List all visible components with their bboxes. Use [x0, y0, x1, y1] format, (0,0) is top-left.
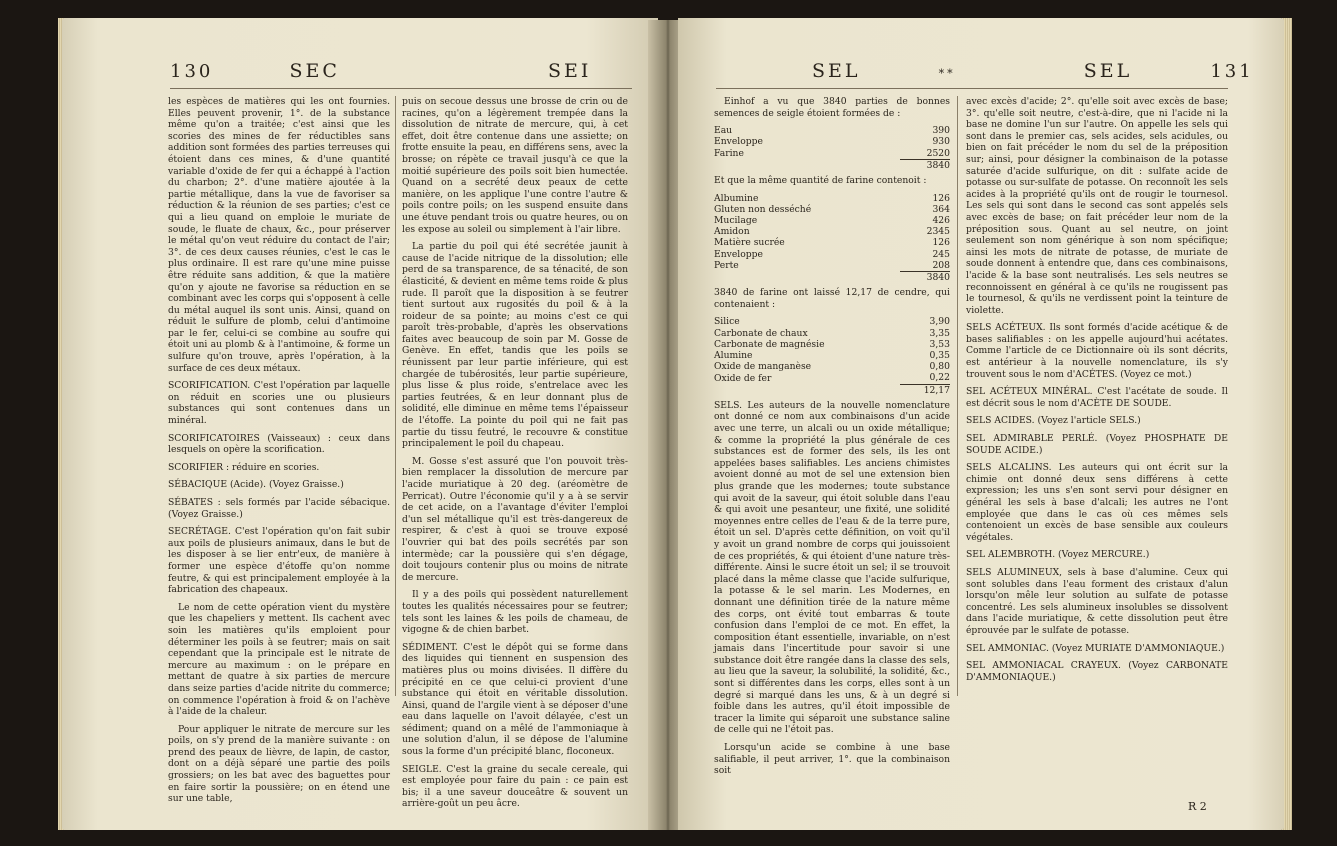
table-row — [714, 316, 950, 327]
entry-sels-alumineux: SELS ALUMINEUX, sels à base d'alumine. Ceux qui sont solubles dans l'eau forment des cristaux d'alun lorsqu'on mêle leur solution au sulfate de potasse concentré. Les sels alumineux insolubles se dissolvent dans l'acide muriatique, & cette dissolution peut être éprouvée par le sulfate de potasse. — [966, 566, 1228, 636]
left-column-2 — [402, 96, 628, 816]
paragraph: les espèces de matières qui les ont fournies. Elles peuvent provenir, 1°. de la substance même qu'on a traitée; c'est ainsi que les scories des mines de fer réductibles sans addition sont formées des parties terreuses qui étoient dans ces mines, & d'une quantité variable d'oxide de fer qui a échappé à l'action du charbon; 2°. d'une matière ajoutée à la partie métallique, dans la vue de favoriser sa réduction & la réunion de ses parties; c'est ce qui a lieu quand on emploie le muriate de soude, le fluate de chaux, &c., pour préserver le métal qu'on veut réduire du contact de l'air; 3°. de ces deux causes réunies, c'est le cas le plus ordinaire. Il est rare qu'une mine puisse être réduite sans addition, & que la matière qu'on y ajoute ne favorise sa réduction en se combinant avec les corps qui s'opposent à celle du métal auquel ils sont unis. Ainsi, quand on réduit le sulfure de plomb, celui d'antimoine par le fer, celui-ci se combine au soufre qui étoit uni au plomb & à l'antimoine, & forme un sulfure qu'on trouve, après l'opération, à la surface de ces deux métaux. — [168, 96, 390, 374]
entry-sels-aceteux: SELS ACÉTEUX. Ils sont formés d'acide acétique & de bases salifiables : on les appelle aujourd'hui acétates. Comme l'article de ce Dictionnaire où ils sont décrits, est antérieur à la nouvelle nomenclature, ils s'y trouvent sous le nom d'ACÉTES. (Voyez ce mot.) — [966, 322, 1228, 380]
paragraph: 3840 de farine ont laissé 12,17 de cendre, qui contenaient : — [714, 287, 950, 310]
table-value: 0,35 — [929, 350, 950, 362]
table-value: 126 — [932, 237, 950, 249]
table-row — [714, 204, 950, 215]
composition-table-seeds — [714, 125, 950, 171]
left-column-divider — [395, 96, 396, 696]
right-header-word-2: SEL — [1083, 60, 1133, 82]
table-row — [714, 125, 950, 136]
right-column-2 — [966, 96, 1228, 689]
paragraph: Pour appliquer le nitrate de mercure sur les poils, on s'y prend de la manière suivante : on prend des peaux de lièvre, de lapin, de castor, dont on a déjà séparé une partie des poils grossiers; on les bat avec des baguettes pour en faire sortir la poussière; on en étend une sur une table, — [168, 723, 390, 805]
table-label: Silice — [714, 316, 740, 328]
composition-table-ash — [714, 316, 950, 395]
left-column-1 — [168, 96, 390, 811]
entry-seigle: SEIGLE. C'est la graine du secale cereale, qui est employée pour faire du pain : ce pain est bis; il a une saveur douceâtre & souvent un arrière-goût un peu âcre. — [402, 763, 628, 810]
table-row — [714, 249, 950, 260]
left-header-word-1: SEC — [289, 60, 340, 82]
table-row — [714, 372, 950, 384]
table-label: Mucilage — [714, 215, 758, 226]
table-value: 930 — [932, 136, 950, 148]
right-running-header — [812, 60, 1254, 82]
paragraph: Et que la même quantité de farine contenoit : — [714, 175, 927, 186]
table-label: Enveloppe — [714, 136, 763, 148]
table-row — [714, 148, 950, 160]
right-header-word-1: SEL — [812, 60, 861, 82]
paragraph: Einhof a vu que 3840 parties de bonnes semences de seigle étoient formées de : — [714, 96, 950, 119]
composition-table-flour — [714, 193, 950, 284]
table-total: 3840 — [900, 272, 950, 284]
paragraph: avec excès d'acide; 2°. qu'elle soit avec excès de base; 3°. qu'elle soit neutre, c'est-à-dire, que ni l'acide ni la base ne domine l'un sur l'autre. On appelle les sels qui sont dans le premier cas, sels acides, sels acidules, ou bien on fait précéder le nom du sel de la préposition sur; ainsi, pour désigner la combinaison de la potasse saturée d'acide sulfurique, on dit : sulfate acide de potasse ou sur-sulfate de potasse. On reconnoît les sels acides à la propriété qu'ils ont de rougir le tournesol. Les sels qui sont dans le second cas sont appelés sels avec excès de base; on fait précéder leur nom de la préposition sous. Quant au sel neutre, on joint seulement son nom générique à son nom spécifique; ainsi les mots de nitrate de potasse, de muriate de soude donnent à entendre que, dans ces combinaisons, l'acide & la base sont neutralisés. Les sels neutres se reconnoissent en général à ce qu'ils ne rougissent pas le tournesol, & qu'ils ne verdissent point la teinture de violette. — [966, 96, 1228, 316]
paragraph: puis on secoue dessus une brosse de crin ou de racines, qu'on a légèrement trempée dans la dissolution de nitrate de mercure, qui, à cet effet, doit être contenue dans une assiette; on frotte ensuite la peau, en différens sens, avec la brosse; on répète ce travail jusqu'à ce que la moitié supérieure des poils soit bien humectée. Quand on a secrété deux peaux de cette manière, on les applique l'une contre l'autre & poils contre poils; on les suspend ensuite dans une étuve pendant trois ou quatre heures, ou on les expose au soleil ou simplement à l'air libre. — [402, 96, 628, 235]
right-header-mark: ** — [938, 67, 956, 80]
table-row — [714, 260, 950, 272]
table-value: 208 — [932, 259, 950, 271]
table-label: Gluten non desséché — [714, 203, 812, 215]
table-row — [714, 350, 950, 361]
table-total: 3840 — [900, 159, 950, 171]
table-value: 3,53 — [929, 338, 950, 350]
table-value: 0,80 — [929, 361, 950, 373]
table-row — [714, 361, 950, 372]
left-page — [62, 18, 658, 830]
entry-sel-ammoniac: SEL AMMONIAC. (Voyez MURIATE D'AMMONIAQUE.) — [966, 642, 1225, 654]
table-value: 426 — [932, 215, 950, 226]
right-page-number: 131 — [1210, 61, 1254, 82]
table-total: 12,17 — [900, 384, 950, 396]
entry-sel-ammoniacal-crayeux: SEL AMMONIACAL CRAYEUX. (Voyez CARBONATE D'AMMONIAQUE.) — [966, 660, 1228, 683]
entry-sel-aceteux-mineral: SEL ACÉTEUX MINÉRAL. C'est l'acétate de soude. Il est décrit sous le nom d'ACÈTE DE SOUDE. — [966, 386, 1228, 409]
right-page — [678, 18, 1284, 830]
entry-sebacique: SÉBACIQUE (Acide). (Voyez Graisse.) — [168, 479, 344, 491]
table-row — [714, 339, 950, 350]
paragraph: Il y a des poils qui possèdent naturellement toutes les qualités nécessaires pour se feutrer; tels sont les laines & les poils de chameau, de vigogne & de chien barbet. — [402, 589, 628, 636]
table-value: 2520 — [926, 147, 950, 159]
table-label: Perte — [714, 260, 739, 272]
table-label: Alumine — [714, 350, 753, 362]
table-row — [714, 136, 950, 147]
table-row — [714, 193, 950, 204]
table-value: 126 — [932, 192, 950, 204]
table-value: 245 — [932, 248, 950, 260]
table-label: Amidon — [714, 226, 750, 238]
entry-sels-acides: SELS ACIDES. (Voyez l'article SELS.) — [966, 415, 1141, 427]
paragraph: Le nom de cette opération vient du mystère que les chapeliers y mettent. Ils cachent avec soin les matières qu'ils emploient pour déterminer les poils à se feutrer; mais on sait cependant que la principale est le nitrate de mercure au maximum : on le prépare en mettant de quatre à six parties de mercure dans seize parties d'acide nitrite du commerce; on commence l'opération à froid & on l'achève à l'aide de la chaleur. — [168, 601, 390, 718]
table-label: Farine — [714, 147, 744, 159]
left-header-rule — [170, 88, 632, 89]
entry-scorifier: SCORIFIER : réduire en scories. — [168, 461, 320, 473]
paragraph: La partie du poil qui été secrétée jaunit à cause de l'acide nitrique de la dissolution; elle perd de sa transparence, de sa ténacité, de son élasticité, & devient en même tems roide & plus rude. Il paroît que la disposition à se feutrer tient surtout aux rugosités du poil & à la roideur de sa pointe; au moins c'est ce qui paroît très-probable, d'après les observations faites avec beaucoup de soin par M. Gosse de Genève. En effet, tandis que les poils se réunissent par leur partie inférieure, qui est chargée de tubérosités, leur partie supérieure, plus lisse & plus roide, s'entrelace avec les parties feutrées, & en leur donnant plus de solidité, elle diminue en même tems l'épaisseur de l'étoffe. La pointe du poil qui ne fait pas partie du tissu feutré, le recouvre & constitue principalement le poil du chapeau. — [402, 241, 628, 450]
entry-sebates: SÉBATES : sels formés par l'acide sébacique. (Voyez Graisse.) — [168, 497, 390, 520]
entry-secretage: SECRÉTAGE. C'est l'opération qu'on fait subir aux poils de plusieurs animaux, dans le but de les disposer à se lier entr'eux, de manière à former une espèce d'étoffe qu'on nomme feutre, & qui est principalement employée à la fabrication des chapeaux. — [168, 526, 390, 596]
table-row — [714, 328, 950, 339]
table-value: 390 — [932, 125, 950, 137]
entry-sels-alcalins: SELS ALCALINS. Les auteurs qui ont écrit sur la chimie ont donné deux sens différens à cette expression; les uns s'en sont servi pour désigner en général les sels à base d'alcali; les autres ne l'ont employée que dans le cas où ces mêmes sels contenoient un excès de base sensible aux couleurs végétales. — [966, 462, 1228, 543]
entry-scorificatoires: SCORIFICATOIRES (Vaisseaux) : ceux dans lesquels on opère la scorification. — [168, 432, 390, 456]
table-label: Eau — [714, 125, 733, 137]
right-column-divider — [957, 96, 958, 696]
paragraph: Lorsqu'un acide se combine à une base salifiable, il peut arriver, 1°. que la combinaison soit — [714, 742, 950, 777]
signature-mark: R 2 — [1188, 800, 1207, 813]
table-label: Carbonate de chaux — [714, 327, 808, 339]
left-page-number: 130 — [170, 61, 214, 82]
entry-sel-alembroth: SEL ALEMBROTH. (Voyez MERCURE.) — [966, 549, 1150, 561]
table-row — [714, 237, 950, 248]
table-value: 3,35 — [929, 327, 950, 339]
table-value: 0,22 — [929, 372, 950, 384]
left-running-header — [170, 60, 591, 82]
table-label: Enveloppe — [714, 248, 763, 260]
entry-sediment: SÉDIMENT. C'est le dépôt qui se forme dans des liquides qui tiennent en suspension des matières plus ou moins divisées. Il diffère du précipité en ce que celui-ci provient d'une substance qui étoit en véritable dissolution. Ainsi, quand de l'argile vient à se déposer d'une eau dans laquelle on l'avoit délayée, c'est un sédiment; quand on a mêlé de l'ammoniaque à une solution d'alun, il se dépose de l'alumine sous la forme d'un précipité blanc, floconeux. — [402, 641, 628, 758]
entry-scorification: SCORIFICATION. C'est l'opération par laquelle on réduit en scories une ou plusieurs substances qui sont contenues dans un minéral. — [168, 380, 390, 427]
table-label: Oxide de manganèse — [714, 361, 812, 373]
right-header-rule — [716, 88, 1228, 89]
table-value: 3,90 — [929, 316, 950, 328]
entry-sels: SELS. Les auteurs de la nouvelle nomenclature ont donné ce nom aux combinaisons d'un acide avec une terre, un alcali ou un oxide métallique; & comme la propriété la plus générale de ces substances est de former des sels, ils les ont appelées bases salifiables. Les anciens chimistes avoient donné au mot de sel une extension bien plus grande que les modernes; toute substance qui avoit de la saveur, qui étoit soluble dans l'eau & qui avoit une pesanteur, une fixité, une solidité moyennes entre celles de l'eau & de la terre pure, étoit un sel. D'après cette définition, on voit qu'il y avoit un grand nombre de corps qui jouissoient de ces propriétés, & qui étoient d'une nature très-différente. Ainsi le sucre étoit un sel; il se trouvoit placé dans la même classe que l'acide sulfurique, la potasse & le sel marin. Les Modernes, en donnant une définition tirée de la nature même des corps, ont évité tout embarras & toute confusion dans l'emploi de ce mot. En effet, la composition étant essentielle, invariable, on n'est jamais dans l'incertitude pour savoir si une substance doit être rangée dans la classe des sels, au lieu que la saveur, la solubilité, la solidité, &c., sont si différentes dans les corps, elles sont à un degré si marqué dans les uns, & à un degré si foible dans les autres, qu'il étoit impossible de tracer la limite qui séparoit une substance saline de celle qui ne l'étoit pas. — [714, 399, 950, 736]
right-column-1 — [714, 96, 950, 783]
table-label: Oxide de fer — [714, 372, 772, 384]
table-value: 2345 — [926, 226, 950, 238]
table-label: Carbonate de magnésie — [714, 338, 825, 350]
left-header-word-2: SEI — [547, 60, 592, 82]
table-value: 364 — [932, 203, 950, 215]
table-label: Matière sucrée — [714, 237, 785, 249]
table-row — [714, 226, 950, 237]
table-label: Albumine — [714, 192, 759, 204]
entry-sel-admirable-perle: SEL ADMIRABLE PERLÉ. (Voyez PHOSPHATE DE SOUDE ACIDE.) — [966, 433, 1228, 456]
paragraph: M. Gosse s'est assuré que l'on pouvoit très-bien remplacer la dissolution de mercure par l'acide muriatique à 20 deg. (aréomètre de Perricat). Outre l'économie qu'il y a à se servir de cet acide, on a l'avantage d'éviter l'emploi d'un sel métallique qu'il est très-dangereux de respirer, & c'est à quoi se trouve exposé l'ouvrier qui bat des poils secrétés par son intermède; car la poussière qui s'en dégage, doit toujours contenir plus ou moins de nitrate de mercure. — [402, 455, 628, 583]
table-row — [714, 215, 950, 226]
